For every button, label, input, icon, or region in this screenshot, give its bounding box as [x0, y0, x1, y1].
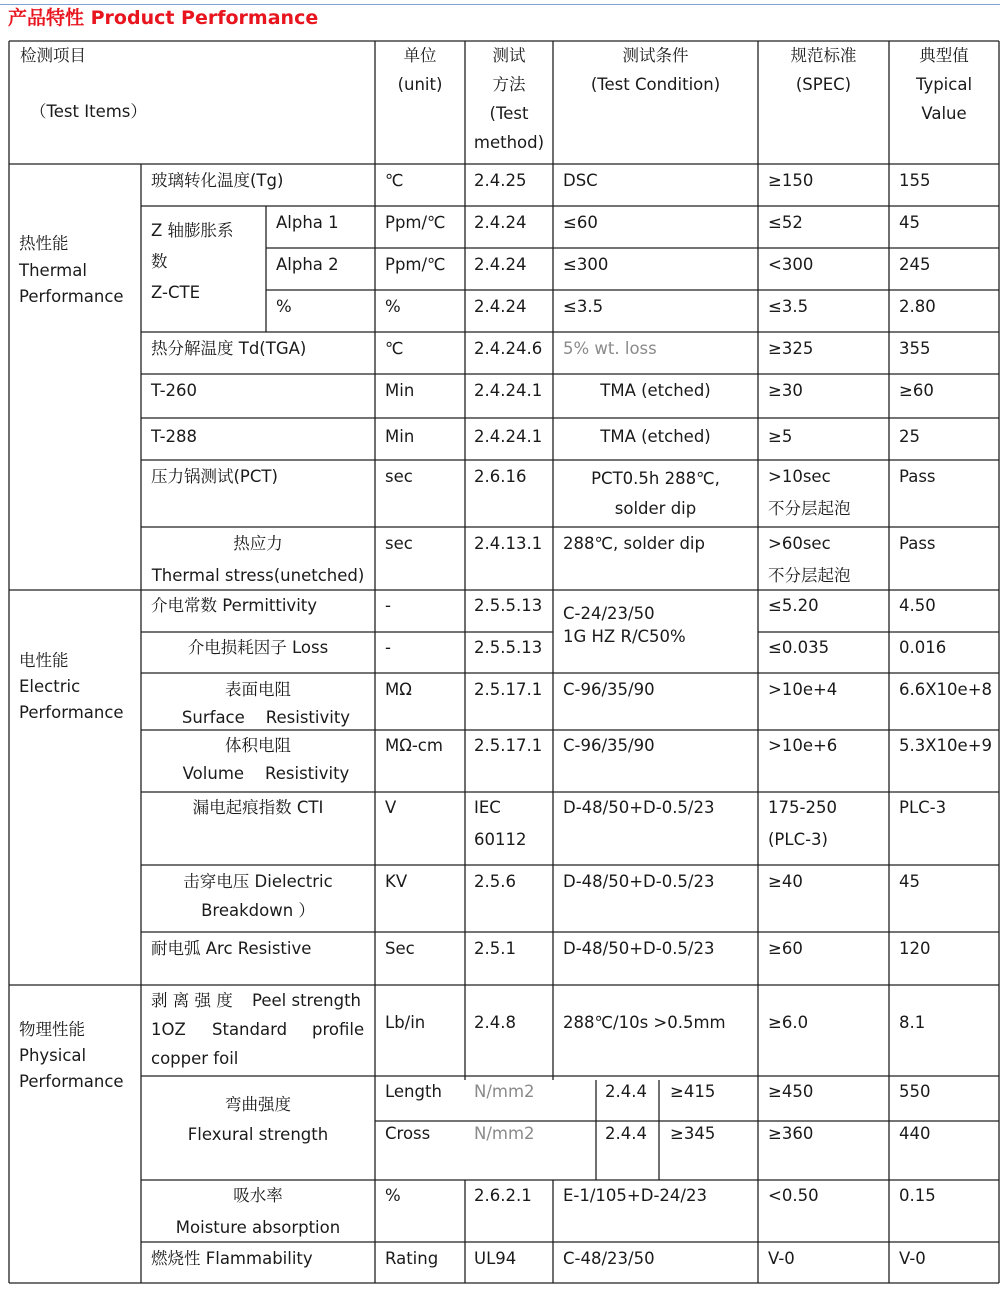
- header-method-4: method): [473, 133, 545, 152]
- t260-typical: ≥60: [899, 381, 934, 400]
- td-unit: ℃: [385, 339, 404, 358]
- cte-percent-typical: 2.80: [899, 297, 936, 316]
- header-test-items-en: （Test Items）: [30, 102, 147, 121]
- flammability-typical: V-0: [899, 1249, 926, 1268]
- breakdown-method: 2.5.6: [474, 872, 516, 891]
- alpha1-spec: ≤52: [768, 213, 803, 232]
- alpha2-sub: Alpha 2: [276, 255, 339, 274]
- peel-name-3: copper foil: [151, 1049, 239, 1068]
- td-typical: 355: [899, 339, 931, 358]
- pct-condition-1: PCT0.5h 288℃,: [591, 469, 720, 488]
- pct-spec-1: >10sec: [768, 467, 831, 486]
- t288-unit: Min: [385, 427, 415, 446]
- peel-condition: 288℃/10s >0.5mm: [563, 1013, 726, 1032]
- t260-spec: ≥30: [768, 381, 803, 400]
- cte-percent-condition: ≤3.5: [563, 297, 604, 316]
- flexural-name-1: 弯曲强度: [225, 1095, 291, 1114]
- dielectric-condition-1: C-24/23/50: [563, 604, 655, 623]
- length-sub: Length: [385, 1082, 442, 1101]
- alpha1-condition: ≤60: [563, 213, 598, 232]
- alpha1-typical: 45: [899, 213, 920, 232]
- perm-unit: -: [385, 596, 391, 615]
- cti-unit: V: [385, 798, 397, 817]
- header-spec-cn: 规范标准: [790, 46, 857, 65]
- t288-condition: TMA (etched): [600, 427, 711, 446]
- loss-name: 介电损耗因子 Loss: [187, 638, 329, 657]
- cross-typical: 440: [899, 1124, 931, 1143]
- volume-unit: MΩ-cm: [385, 736, 443, 755]
- length-unit: N/mm2: [474, 1082, 535, 1101]
- peel-unit: Lb/in: [385, 1013, 426, 1032]
- arc-typical: 120: [899, 939, 931, 958]
- group-thermal-en1: Thermal: [19, 261, 87, 280]
- tg-name: 玻璃转化温度(Tg): [151, 171, 284, 190]
- peel-name-1a: 剥 离 强 度: [151, 991, 233, 1010]
- pct-condition-2: solder dip: [614, 499, 697, 518]
- alpha2-typical: 245: [899, 255, 931, 274]
- peel-typical: 8.1: [899, 1013, 926, 1032]
- volume-method: 2.5.17.1: [474, 736, 543, 755]
- peel-name-2a: 1OZ: [151, 1020, 186, 1039]
- pct-name: 压力锅测试(PCT): [151, 467, 278, 486]
- alpha2-method: 2.4.24: [474, 255, 527, 274]
- peel-name-2c: profile: [312, 1020, 365, 1039]
- pct-method: 2.6.16: [474, 467, 527, 486]
- pct-typical: Pass: [899, 467, 936, 486]
- surface-condition: C-96/35/90: [563, 680, 655, 699]
- pct-unit: sec: [385, 467, 413, 486]
- t288-method: 2.4.24.1: [474, 427, 543, 446]
- arc-unit: Sec: [385, 939, 415, 958]
- length-condition: ≥415: [670, 1082, 716, 1101]
- header-typical-en1: Typical: [915, 75, 973, 94]
- moisture-typical: 0.15: [899, 1186, 936, 1205]
- alpha2-spec: <300: [768, 255, 814, 274]
- cti-name: 漏电起痕指数 CTI: [192, 798, 324, 817]
- header-unit-en: (unit): [397, 75, 443, 94]
- cte-percent-method: 2.4.24: [474, 297, 527, 316]
- cte-label-2: 数: [151, 252, 168, 271]
- group-thermal-cn: 热性能: [19, 234, 69, 253]
- surface-name-1: 表面电阻: [225, 680, 291, 699]
- header-method-3: (Test: [489, 104, 529, 123]
- t260-name: T-260: [151, 381, 198, 400]
- group-electric-en2: Performance: [19, 703, 124, 722]
- flammability-method: UL94: [474, 1249, 517, 1268]
- header-unit-cn: 单位: [403, 46, 437, 65]
- header-condition-cn: 测试条件: [622, 46, 689, 65]
- cti-method-2: 60112: [474, 830, 527, 849]
- t260-unit: Min: [385, 381, 415, 400]
- volume-spec: >10e+6: [768, 736, 838, 755]
- group-physical-en1: Physical: [19, 1046, 87, 1065]
- cte-label-3: Z-CTE: [151, 283, 200, 302]
- cti-typical: PLC-3: [899, 798, 947, 817]
- group-electric-cn: 电性能: [19, 651, 69, 670]
- volume-condition: C-96/35/90: [563, 736, 655, 755]
- flammability-spec: V-0: [768, 1249, 795, 1268]
- arc-spec: ≥60: [768, 939, 803, 958]
- cross-unit: N/mm2: [474, 1124, 535, 1143]
- header-method-2: 方法: [492, 75, 526, 94]
- tg-typical: 155: [899, 171, 931, 190]
- header-method-1: 测试: [492, 46, 526, 65]
- tg-method: 2.4.25: [474, 171, 527, 190]
- arc-method: 2.5.1: [474, 939, 516, 958]
- surface-unit: MΩ: [385, 680, 412, 699]
- loss-unit: -: [385, 638, 391, 657]
- perm-spec: ≤5.20: [768, 596, 819, 615]
- t288-name: T-288: [151, 427, 198, 446]
- cte-percent-unit: %: [385, 297, 401, 316]
- breakdown-spec: ≥40: [768, 872, 803, 891]
- peel-method: 2.4.8: [474, 1013, 516, 1032]
- header-condition-en: (Test Condition): [590, 75, 721, 94]
- stress-unit: sec: [385, 534, 413, 553]
- moisture-name-2: Moisture absorption: [175, 1218, 341, 1237]
- flammability-condition: C-48/23/50: [563, 1249, 655, 1268]
- breakdown-name-2: Breakdown ）: [201, 901, 315, 920]
- header-typical-en2: Value: [921, 104, 967, 123]
- surface-typical: 6.6X10e+8: [899, 680, 993, 699]
- perm-name: 介电常数 Permittivity: [151, 596, 318, 615]
- stress-method: 2.4.13.1: [474, 534, 543, 553]
- volume-typical: 5.3X10e+9: [899, 736, 993, 755]
- stress-name-1: 热应力: [233, 534, 283, 553]
- length-spec: ≥450: [768, 1082, 814, 1101]
- moisture-name-1: 吸水率: [233, 1186, 283, 1205]
- t260-method: 2.4.24.1: [474, 381, 543, 400]
- t288-spec: ≥5: [768, 427, 793, 446]
- surface-method: 2.5.17.1: [474, 680, 543, 699]
- stress-spec-1: >60sec: [768, 534, 831, 553]
- moisture-condition: E-1/105+D-24/23: [563, 1186, 707, 1205]
- cti-condition: D-48/50+D-0.5/23: [563, 798, 715, 817]
- flexural-name-2: Flexural strength: [187, 1125, 329, 1144]
- alpha2-condition: ≤300: [563, 255, 609, 274]
- td-name: 热分解温度 Td(TGA): [151, 339, 307, 358]
- surface-name-2: Surface Resistivity: [181, 708, 351, 727]
- cte-percent-spec: ≤3.5: [768, 297, 809, 316]
- td-condition: 5% wt. loss: [563, 339, 657, 358]
- tg-condition: DSC: [563, 171, 598, 190]
- pct-spec-2: 不分层起泡: [768, 499, 851, 518]
- length-typical: 550: [899, 1082, 931, 1101]
- cross-method: 2.4.4: [605, 1124, 647, 1143]
- alpha2-unit: Ppm/℃: [385, 255, 446, 274]
- breakdown-typical: 45: [899, 872, 920, 891]
- tg-unit: ℃: [385, 171, 404, 190]
- loss-typical: 0.016: [899, 638, 947, 657]
- volume-name-2: Volume Resistivity: [182, 764, 350, 783]
- td-spec: ≥325: [768, 339, 814, 358]
- breakdown-name-1: 击穿电压 Dielectric: [183, 872, 333, 891]
- peel-name-2b: Standard: [212, 1020, 288, 1039]
- dielectric-condition-2: 1G HZ R/C50%: [563, 627, 686, 646]
- alpha1-unit: Ppm/℃: [385, 213, 446, 232]
- alpha1-method: 2.4.24: [474, 213, 527, 232]
- stress-name-2: Thermal stress(unetched): [151, 566, 365, 585]
- tg-spec: ≥150: [768, 171, 814, 190]
- t260-condition: TMA (etched): [600, 381, 711, 400]
- cte-label-1: Z 轴膨胀系: [151, 221, 234, 240]
- arc-condition: D-48/50+D-0.5/23: [563, 939, 715, 958]
- group-electric-en1: Electric: [19, 677, 81, 696]
- header-spec-en: (SPEC): [795, 75, 852, 94]
- cross-spec: ≥360: [768, 1124, 814, 1143]
- perm-method: 2.5.5.13: [474, 596, 543, 615]
- loss-spec: ≤0.035: [768, 638, 830, 657]
- surface-spec: >10e+4: [768, 680, 838, 699]
- header-test-items-cn: 检测项目: [20, 46, 86, 65]
- volume-name-1: 体积电阻: [225, 736, 291, 755]
- breakdown-condition: D-48/50+D-0.5/23: [563, 872, 715, 891]
- header-typical-cn: 典型值: [919, 46, 969, 65]
- group-physical-cn: 物理性能: [19, 1020, 85, 1039]
- peel-name-1b: Peel strength: [252, 991, 361, 1010]
- stress-typical: Pass: [899, 534, 936, 553]
- cti-spec-1: 175-250: [768, 798, 837, 817]
- stress-spec-2: 不分层起泡: [768, 566, 851, 585]
- length-method: 2.4.4: [605, 1082, 647, 1101]
- cti-spec-2: (PLC-3): [768, 830, 828, 849]
- arc-name: 耐电弧 Arc Resistive: [151, 939, 312, 958]
- moisture-method: 2.6.2.1: [474, 1186, 532, 1205]
- td-method: 2.4.24.6: [474, 339, 543, 358]
- moisture-spec: <0.50: [768, 1186, 819, 1205]
- cte-percent-sub: %: [276, 297, 292, 316]
- loss-method: 2.5.5.13: [474, 638, 543, 657]
- flammability-unit: Rating: [385, 1249, 439, 1268]
- group-thermal-en2: Performance: [19, 287, 124, 306]
- t288-typical: 25: [899, 427, 920, 446]
- stress-condition: 288℃, solder dip: [563, 534, 705, 553]
- peel-spec: ≥6.0: [768, 1013, 809, 1032]
- page-title: 产品特性 Product Performance: [8, 7, 319, 29]
- cross-condition: ≥345: [670, 1124, 716, 1143]
- breakdown-unit: KV: [385, 872, 408, 891]
- cti-method-1: IEC: [474, 798, 501, 817]
- group-physical-en2: Performance: [19, 1072, 124, 1091]
- perm-typical: 4.50: [899, 596, 936, 615]
- flammability-name: 燃烧性 Flammability: [151, 1249, 313, 1268]
- cross-sub: Cross: [385, 1124, 431, 1143]
- alpha1-sub: Alpha 1: [276, 213, 339, 232]
- moisture-unit: %: [385, 1186, 401, 1205]
